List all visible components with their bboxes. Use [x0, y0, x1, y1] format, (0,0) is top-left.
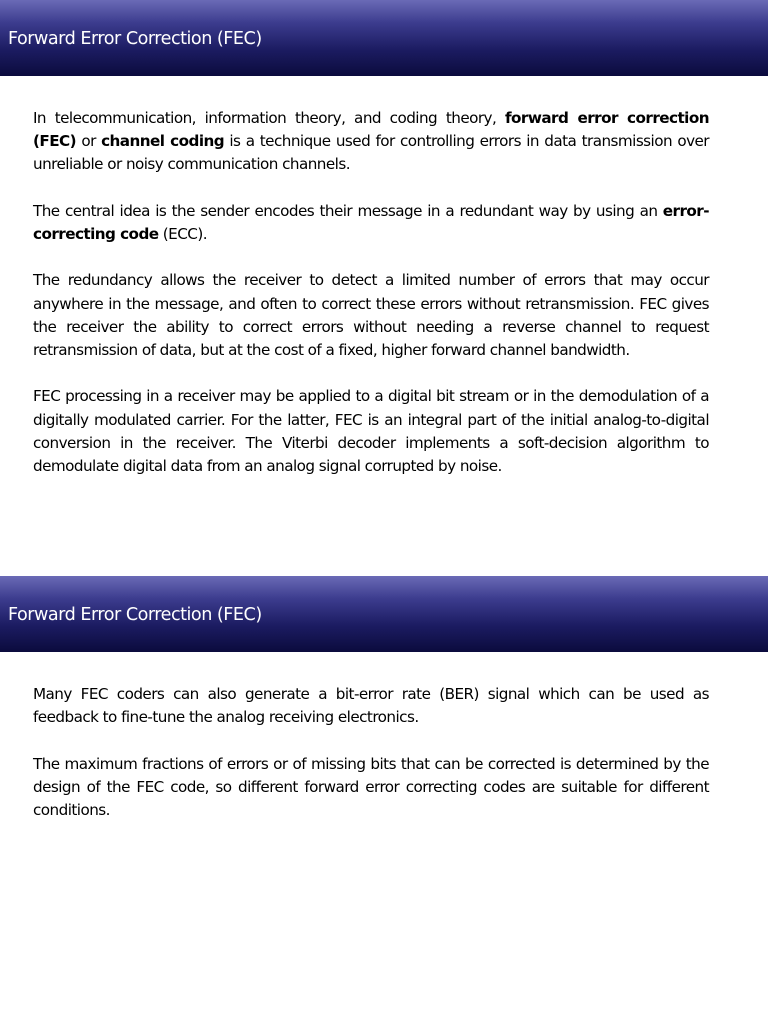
slide-1	[0, 0, 768, 475]
text-segment: Many FEC coders can also generate a bit-error rate (BER) signal which can be used as feedback to fine-tune the analog receiving electronics.	[33, 685, 709, 727]
slide-header	[0, 0, 768, 76]
text-segment: (ECC).	[158, 225, 207, 243]
bold-term: error-correcting code	[33, 201, 709, 243]
text-segment: is a technique used for controlling errors in data transmission over unreliable or noisy communication channels.	[33, 132, 710, 174]
slide-2	[0, 576, 768, 819]
text-segment: The redundancy allows the receiver to detect a limited number of errors that may occur anywhere in the message, and often to correct these errors without retransmission. FEC gives the receiver the ability to correct errors without needing a reverse channel to request retransmission of data, but at the cost of a fixed, higher forward channel bandwidth.	[33, 271, 709, 359]
slide-title: Forward Error Correction (FEC)	[8, 605, 262, 625]
text-segment: In telecommunication, information theory, and coding theory,	[33, 109, 505, 127]
bold-term: channel coding	[101, 132, 225, 151]
text-segment: FEC processing in a receiver may be applied to a digital bit stream or in the demodulation of a digitally modulated carrier. For the latter, FEC is an integral part of the initial analog-to-digital conversion in the receiver. The Viterbi decoder implements a soft-decision algorithm to demodulate digital data from an analog signal corrupted by noise.	[33, 387, 709, 475]
paragraph	[33, 753, 709, 823]
slide-body	[33, 683, 709, 822]
text-segment: The maximum fractions of errors or of missing bits that can be corrected is determined by the design of the FEC code, so different forward error correcting codes are suitable for different conditions.	[33, 754, 709, 819]
slide-title: Forward Error Correction (FEC)	[8, 29, 262, 49]
paragraph	[33, 683, 709, 729]
slide-body	[33, 107, 709, 478]
bold-term: forward error correction (FEC)	[33, 109, 709, 151]
text-segment: The central idea is the sender encodes their message in a redundant way by using an	[33, 201, 663, 220]
paragraph	[33, 269, 709, 362]
slide-header	[0, 576, 768, 652]
paragraph	[33, 200, 709, 246]
text-segment: or	[76, 132, 102, 151]
paragraph	[33, 385, 709, 478]
paragraph	[33, 107, 709, 177]
